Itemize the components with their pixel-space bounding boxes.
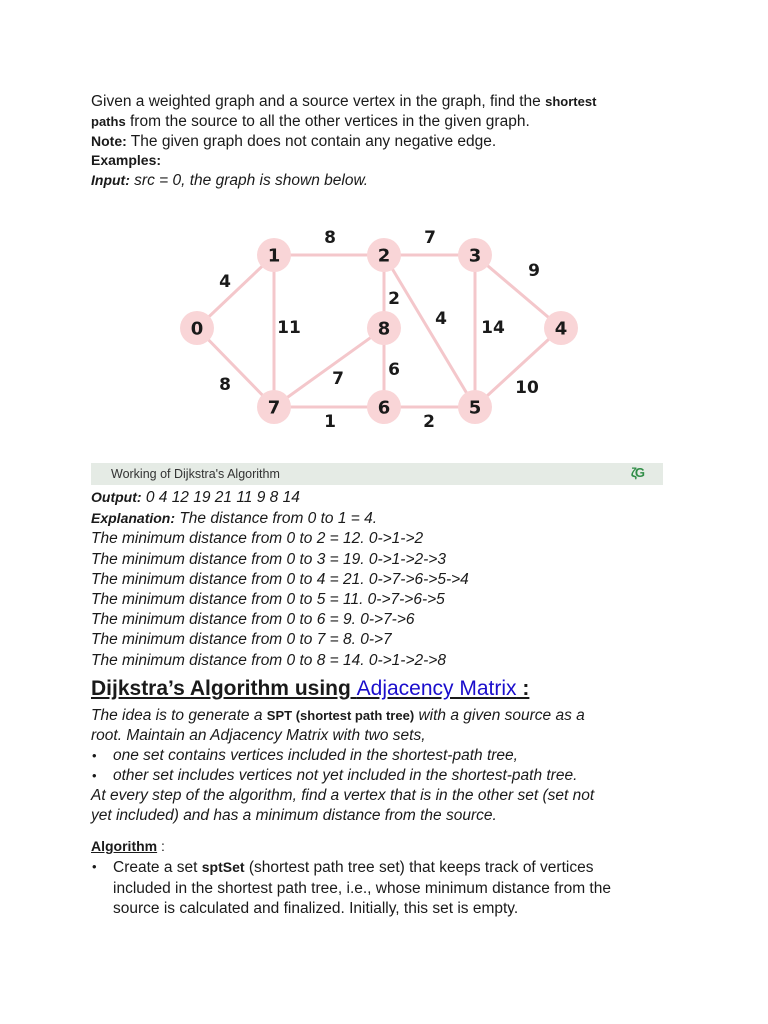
edge-weight-label: 9	[528, 261, 540, 281]
idea-text-post: with a given source as a	[414, 707, 585, 724]
note-line	[91, 132, 671, 151]
node-label: 0	[190, 318, 204, 340]
intro-line-1	[91, 92, 671, 112]
graph-svg	[170, 222, 590, 442]
graph-figure	[170, 222, 590, 442]
examples-label: Examples:	[91, 152, 162, 168]
gfg-logo-icon: ζG	[630, 465, 643, 480]
figure-caption-bar	[91, 463, 663, 485]
output-section	[91, 487, 691, 671]
list-item: • other set includes vertices not yet included in the shortest-path tree.	[91, 766, 671, 786]
intro-text: Given a weighted graph and a source vertex in the graph, find the	[91, 93, 546, 110]
output-text: 0 4 12 19 21 11 9 8 14	[141, 489, 300, 506]
output-line	[91, 487, 691, 508]
input-line	[91, 170, 671, 191]
algo-text: source is calculated and finalized. Initially, this set is empty.	[113, 900, 519, 917]
graph-edge-7-8	[274, 328, 384, 407]
input-label: Input:	[91, 172, 130, 188]
adjacency-matrix-link[interactable]: Adjacency Matrix	[356, 677, 517, 700]
idea-bullet-list	[91, 746, 671, 786]
node-label: 5	[468, 397, 482, 419]
node-label: 3	[468, 245, 482, 267]
explanation-text: The distance from 0 to 1 = 4.	[175, 510, 378, 528]
edge-weight-label: 8	[324, 228, 336, 248]
edge-weight-label: 7	[424, 228, 436, 248]
intro-line-2	[91, 112, 671, 132]
edge-weight-label: 6	[388, 360, 400, 380]
algorithm-section	[91, 836, 671, 920]
distance-line: The minimum distance from 0 to 8 = 14. 0->1->2->8	[91, 651, 446, 669]
node-label: 4	[554, 318, 568, 340]
note-label: Note:	[91, 133, 127, 149]
list-item	[91, 857, 671, 920]
edge-weight-label: 14	[481, 318, 505, 338]
edge-weight-label: 10	[515, 378, 539, 398]
node-label: 1	[267, 245, 281, 267]
heading-text: Dijkstra’s Algorithm using	[91, 677, 357, 700]
distance-line: The minimum distance from 0 to 7 = 8. 0->7	[91, 631, 392, 649]
idea-text: The idea is to generate a	[91, 707, 267, 724]
intro-section	[91, 92, 671, 191]
algo-text: (shortest path tree set) that keeps track of vertices	[244, 859, 594, 876]
distance-line: The minimum distance from 0 to 4 = 21. 0->7->6->5->4	[91, 570, 469, 588]
intro-bold-shortest: shortest	[545, 94, 597, 109]
list-item: • one set contains vertices included in the shortest-path tree,	[91, 746, 671, 766]
edge-weight-label: 4	[219, 272, 231, 292]
explanation-line	[91, 508, 691, 529]
explanation-label: Explanation:	[91, 510, 176, 527]
sptset-bold: sptSet	[201, 859, 245, 875]
node-label: 2	[377, 245, 391, 267]
idea-section	[91, 706, 671, 826]
edge-weight-label: 11	[277, 318, 301, 338]
algorithm-heading	[91, 836, 671, 857]
input-text: src = 0, the graph is shown below.	[129, 172, 369, 189]
section-heading	[91, 677, 529, 701]
spt-bold: SPT (shortest path tree)	[266, 708, 415, 723]
edge-weight-label: 2	[423, 412, 435, 432]
node-label: 7	[267, 397, 281, 419]
algorithm-colon: :	[157, 838, 165, 854]
edge-weight-label: 4	[435, 309, 447, 329]
edge-weight-label: 2	[388, 289, 400, 309]
output-label: Output:	[91, 489, 142, 505]
idea-line-4: yet included) and has a minimum distance from the source.	[91, 807, 497, 824]
edge-weight-label: 7	[332, 369, 344, 389]
edge-weight-label: 1	[324, 412, 336, 432]
algorithm-label: Algorithm	[91, 838, 158, 854]
algo-text: Create a set	[113, 859, 202, 876]
distance-line: The minimum distance from 0 to 2 = 12. 0->1->2	[91, 530, 424, 548]
examples-line	[91, 151, 671, 170]
distance-line: The minimum distance from 0 to 3 = 19. 0->1->2->3	[91, 550, 446, 568]
node-label: 8	[377, 318, 391, 340]
edge-weight-label: 8	[219, 375, 231, 395]
idea-line-1	[91, 706, 671, 726]
note-text: The given graph does not contain any negative edge.	[126, 133, 497, 150]
idea-line-3: At every step of the algorithm, find a vertex that is in the other set (set not	[91, 787, 595, 804]
figure-caption: Working of Dijkstra's Algorithm	[111, 467, 280, 481]
node-label: 6	[377, 397, 391, 419]
distance-line: The minimum distance from 0 to 5 = 11. 0->7->6->5	[91, 591, 445, 609]
heading-colon: :	[516, 677, 530, 700]
distance-line: The minimum distance from 0 to 6 = 9. 0->7->6	[91, 611, 415, 629]
intro-bold-paths: paths	[91, 114, 126, 129]
algo-text: included in the shortest path tree, i.e., whose minimum distance from the	[113, 879, 611, 897]
algorithm-list	[91, 857, 671, 920]
intro-text-2: from the source to all the other vertices in the given graph.	[125, 113, 530, 130]
idea-line-2: root. Maintain an Adjacency Matrix with two sets,	[91, 727, 426, 744]
